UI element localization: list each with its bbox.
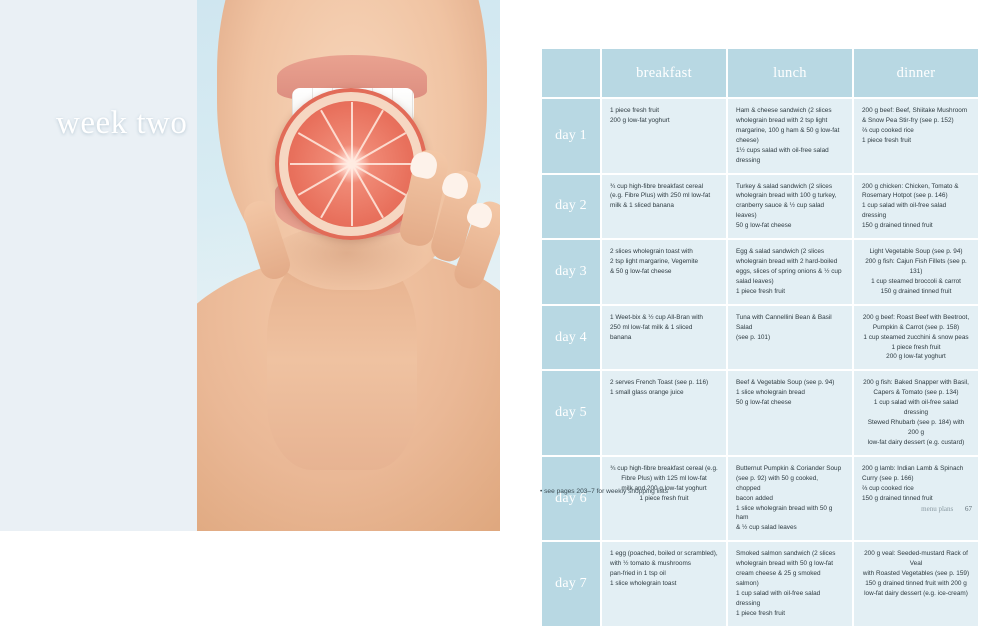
day-label: day 5 bbox=[542, 371, 600, 454]
cell-line: low-fat dairy dessert (e.g. ice-cream) bbox=[864, 589, 968, 597]
cell-line: milk and 200 g low-fat yoghurt bbox=[621, 484, 707, 492]
cell-line: 200 g beef: Beef, Shiitake Mushroom bbox=[862, 107, 968, 114]
cell-line: 250 ml low-fat milk & 1 sliced bbox=[610, 323, 693, 331]
cell-line: 200 g fish: Baked Snapper with Basil, bbox=[863, 379, 969, 387]
page-title: week two bbox=[56, 105, 188, 141]
cell-line: 1 cup steamed broccoli & carrot bbox=[871, 277, 961, 285]
table-row bbox=[542, 457, 978, 540]
cell-line: 50 g low-fat cheese bbox=[736, 222, 792, 230]
table-row bbox=[542, 175, 978, 239]
cell-line: 200 g veal: Seeded-mustard Rack of Veal bbox=[864, 550, 968, 568]
table-row bbox=[542, 371, 978, 454]
cell-line: Ham & cheese sandwich (2 slices bbox=[736, 107, 832, 114]
cell-lunch bbox=[728, 457, 852, 540]
cell-line: wholegrain bread with 2 tsp light bbox=[736, 116, 828, 124]
cell-line: 1 slice wholegrain toast bbox=[610, 580, 677, 588]
cell-line: (see p. 92) with 50 g cooked, chopped bbox=[736, 474, 819, 492]
cell-line: Capers & Tomato (see p. 134) bbox=[873, 389, 959, 397]
cell-line: 1 cup salad with oil-free salad dressing bbox=[862, 202, 947, 220]
cell-line: (e.g. Fibre Plus) with 250 ml low-fat bbox=[610, 192, 711, 200]
cell-breakfast bbox=[602, 306, 726, 370]
cell-line: 200 g lamb: Indian Lamb & Spinach bbox=[862, 464, 964, 472]
cell-dinner bbox=[854, 457, 978, 540]
cell-line: Pumpkin & Carrot (see p. 158) bbox=[872, 323, 960, 331]
day-label: day 4 bbox=[542, 306, 600, 370]
cell-lunch bbox=[728, 371, 852, 454]
cell-line: 150 g drained tinned fruit bbox=[862, 494, 933, 502]
cell-line: 2 tsp light margarine, Vegemite bbox=[610, 258, 699, 266]
cell-line: 1 slice wholegrain bread with 50 g ham bbox=[736, 504, 833, 522]
cell-line: 2 serves French Toast (see p. 116) bbox=[610, 379, 709, 387]
cell-line: wholegrain bread with 50 g low-fat bbox=[736, 560, 833, 568]
cell-line: 1 cup steamed zucchini & snow peas bbox=[863, 333, 969, 341]
cell-line: Egg & salad sandwich (2 slices bbox=[736, 248, 825, 256]
menu-plan-table bbox=[540, 47, 980, 628]
cell-dinner bbox=[854, 306, 978, 370]
table-row bbox=[542, 542, 978, 625]
left-page bbox=[0, 0, 500, 531]
day-label: day 1 bbox=[542, 99, 600, 173]
cell-line: 1 slice wholegrain bread bbox=[736, 389, 805, 397]
day-label: day 7 bbox=[542, 542, 600, 625]
cell-line: 200 g low-fat yoghurt bbox=[610, 116, 670, 124]
page-footer bbox=[921, 505, 972, 513]
cell-lunch bbox=[728, 306, 852, 370]
cell-line: ¾ cup high-fibre breakfast cereal bbox=[610, 182, 704, 190]
cell-line: 1 piece fresh fruit bbox=[639, 494, 689, 502]
cell-line: 1 small glass orange juice bbox=[610, 389, 684, 397]
table-row bbox=[542, 240, 978, 304]
cell-line: 1 piece fresh fruit bbox=[891, 343, 941, 351]
cell-line: Stewed Rhubarb (see p. 184) with 200 g bbox=[867, 419, 965, 436]
page-number: 67 bbox=[965, 505, 972, 513]
cell-line: 1 cup salad with oil-free salad dressing bbox=[873, 399, 959, 417]
cell-lunch bbox=[728, 542, 852, 625]
day-label: day 6 bbox=[542, 457, 600, 540]
cell-line: wholegrain bread with 100 g turkey, bbox=[736, 192, 837, 200]
cell-breakfast bbox=[602, 99, 726, 173]
cell-line: margarine, 100 g ham & 50 g low-fat bbox=[736, 126, 840, 134]
table-body bbox=[542, 99, 978, 626]
cell-line: (see p. 101) bbox=[736, 333, 771, 341]
cell-line: 200 g beef: Roast Beef with Beetroot, bbox=[862, 313, 970, 321]
cell-line: bacon added bbox=[736, 494, 773, 502]
cell-line: wholegrain bread with 2 hard-boiled bbox=[736, 258, 838, 266]
cell-line: salad leaves) bbox=[736, 277, 774, 285]
cell-line: Tuna with Cannellini Bean & Basil Salad bbox=[736, 313, 832, 331]
cell-dinner bbox=[854, 99, 978, 173]
cell-line: cranberry sauce & ½ cup salad leaves) bbox=[736, 202, 825, 220]
cell-line: milk & 1 sliced banana bbox=[610, 202, 674, 210]
table-row bbox=[542, 99, 978, 173]
cell-line: & ½ cup salad leaves bbox=[736, 524, 797, 532]
cell-line: pan-fried in 1 tsp oil bbox=[610, 570, 666, 578]
table-header bbox=[542, 49, 978, 97]
cell-line: 200 g chicken: Chicken, Tomato & bbox=[862, 182, 959, 190]
column-header-lunch: lunch bbox=[728, 49, 852, 97]
cell-line: 1 Weet-bix & ½ cup All-Bran with bbox=[610, 313, 703, 321]
cell-dinner bbox=[854, 542, 978, 625]
cell-line: cheese) bbox=[736, 136, 759, 144]
column-header-breakfast: breakfast bbox=[602, 49, 726, 97]
cell-lunch bbox=[728, 240, 852, 304]
cell-line: Smoked salmon sandwich (2 slices bbox=[736, 550, 836, 558]
day-label: day 2 bbox=[542, 175, 600, 239]
cell-line: Beef & Vegetable Soup (see p. 94) bbox=[736, 379, 835, 387]
cell-line: & 50 g low-fat cheese bbox=[610, 267, 672, 275]
cell-breakfast bbox=[602, 371, 726, 454]
cell-line: ⅔ cup cooked rice bbox=[862, 126, 914, 134]
cell-line: with ½ tomato & mushrooms bbox=[610, 560, 691, 568]
cell-line: 150 g drained tinned fruit with 200 g bbox=[865, 580, 967, 588]
cell-line: banana bbox=[610, 333, 632, 341]
footnote: • see pages 203–7 for weekly shopping lists bbox=[540, 488, 669, 495]
day-label: day 3 bbox=[542, 240, 600, 304]
cell-line: Turkey & salad sandwich (2 slices bbox=[736, 182, 833, 190]
table-row bbox=[542, 306, 978, 370]
cell-breakfast bbox=[602, 175, 726, 239]
column-header-dinner: dinner bbox=[854, 49, 978, 97]
cell-line: 1 piece fresh fruit bbox=[610, 107, 660, 114]
cell-line: Butternut Pumpkin & Coriander Soup bbox=[736, 464, 842, 472]
left-page-margin bbox=[0, 0, 197, 531]
cell-line: 1 piece fresh fruit bbox=[736, 287, 786, 295]
cell-line: Curry (see p. 166) bbox=[862, 474, 914, 482]
cell-line: 150 g drained tinned fruit bbox=[862, 222, 933, 230]
cell-line: Rosemary Hotpot (see p. 146) bbox=[862, 192, 948, 200]
cell-line: ¾ cup high-fibre breakfast cereal (e.g. bbox=[610, 464, 718, 472]
cell-line: with Roasted Vegetables (see p. 159) bbox=[862, 570, 970, 578]
cell-line: Light Vegetable Soup (see p. 94) bbox=[869, 248, 963, 256]
hero-photo bbox=[197, 0, 500, 531]
cell-line: 1½ cups salad with oil-free salad dressing bbox=[736, 146, 829, 164]
cell-line: 50 g low-fat cheese bbox=[736, 399, 792, 407]
cell-line: & Snow Pea Stir-fry (see p. 152) bbox=[862, 116, 954, 124]
cell-lunch bbox=[728, 99, 852, 173]
right-page bbox=[500, 0, 1000, 617]
cell-line: 1 egg (poached, boiled or scrambled), bbox=[610, 550, 718, 558]
cell-dinner bbox=[854, 240, 978, 304]
cell-lunch bbox=[728, 175, 852, 239]
cell-dinner bbox=[854, 175, 978, 239]
cell-line: 1 piece fresh fruit bbox=[736, 609, 786, 617]
cell-breakfast bbox=[602, 457, 726, 540]
cell-line: eggs, slices of spring onions & ½ cup bbox=[736, 267, 842, 275]
cell-line: 2 slices wholegrain toast with bbox=[610, 248, 693, 256]
cell-dinner bbox=[854, 371, 978, 454]
cell-line: 1 cup salad with oil-free salad dressing bbox=[736, 589, 821, 607]
table-corner-cell bbox=[542, 49, 600, 97]
cell-breakfast bbox=[602, 240, 726, 304]
footer-section-label: menu plans bbox=[921, 505, 954, 513]
cell-line: 150 g drained tinned fruit bbox=[880, 287, 952, 295]
cell-line: 1 piece fresh fruit bbox=[862, 136, 912, 144]
cell-line: cream cheese & 25 g smoked salmon) bbox=[736, 570, 821, 588]
cell-line: low-fat dairy dessert (e.g. custard) bbox=[867, 438, 965, 446]
cell-line: ⅔ cup cooked rice bbox=[862, 484, 914, 492]
cell-line: Fibre Plus) with 125 ml low-fat bbox=[621, 474, 707, 482]
cell-breakfast bbox=[602, 542, 726, 625]
cell-line: 200 g fish: Cajun Fish Fillets (see p. 131) bbox=[865, 258, 967, 275]
cell-line: 200 g low-fat yoghurt bbox=[886, 353, 946, 361]
